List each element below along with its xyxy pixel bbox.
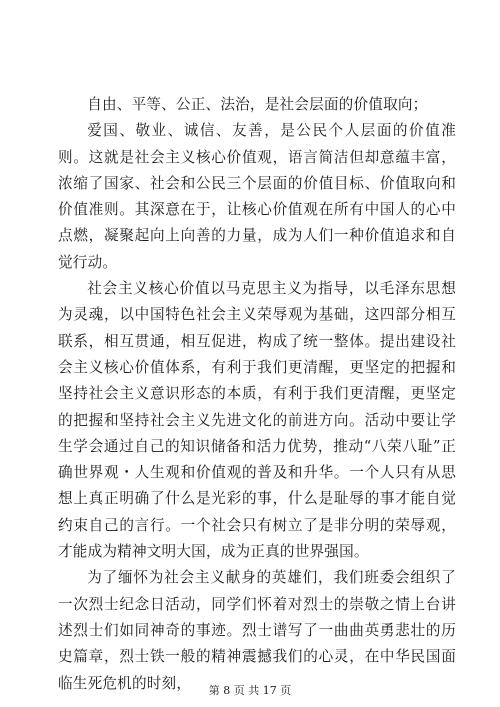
paragraph-citizen-values: 爱国、敬业、诚信、友善，是公民个人层面的价值准则。这就是社会主义核心价值观，语言简洁但却意蕴丰富，浓缩了国家、社会和公民三个层面的价值目标、价值取向和价值准则。其深意在于，让核心价值观在所有中国人的心中点燃，凝聚起向上向善的力量，成为人们一种价值追求和自觉行动。 bbox=[58, 122, 456, 271]
paragraph-martyrs-day: 为了缅怀为社会主义献身的英雄们，我们班委会组织了一次烈士纪念日活动，同学们怀着对烈士的崇敬之情上台讲述烈士们如同神奇的事迹。烈士谱写了一曲曲英勇悲壮的历史篇章，烈士铁一般的精神震撼我们的心灵，在中华民国面临生死危机的时刻， bbox=[58, 569, 456, 692]
document-body bbox=[58, 92, 456, 697]
page-footer: 第 8 页 共 17 页 bbox=[208, 684, 292, 697]
paragraph-core-value-system: 社会主义核心价值以马克思主义为指导，以毛泽东思想为灵魂，以中国特色社会主义荣辱观为基础，这四部分相互联系，相互贯通，相互促进，构成了统一整体。提出建设社会主义核心价值体系，有利于我们更清醒，更坚定的把握和坚持社会主义意识形态的本质，有利于我们更清醒，更坚定的把握和坚持社会主义先进文化的前进方向。活动中要让学生学会通过自己的知识储备和活力优势，推动“八荣八耻”正确世界观・人生观和价值观的普及和升华。一个人只有从思想上真正明确了什么是光彩的事，什么是耻辱的事才能自觉约束自己的言行。一个社会只有树立了是非分明的荣辱观，才能成为精神文明大国，成为正真的世界强国。 bbox=[58, 280, 456, 561]
paragraph-social-values: 自由、平等、公正、法治，是社会层面的价值取向； bbox=[87, 96, 428, 113]
